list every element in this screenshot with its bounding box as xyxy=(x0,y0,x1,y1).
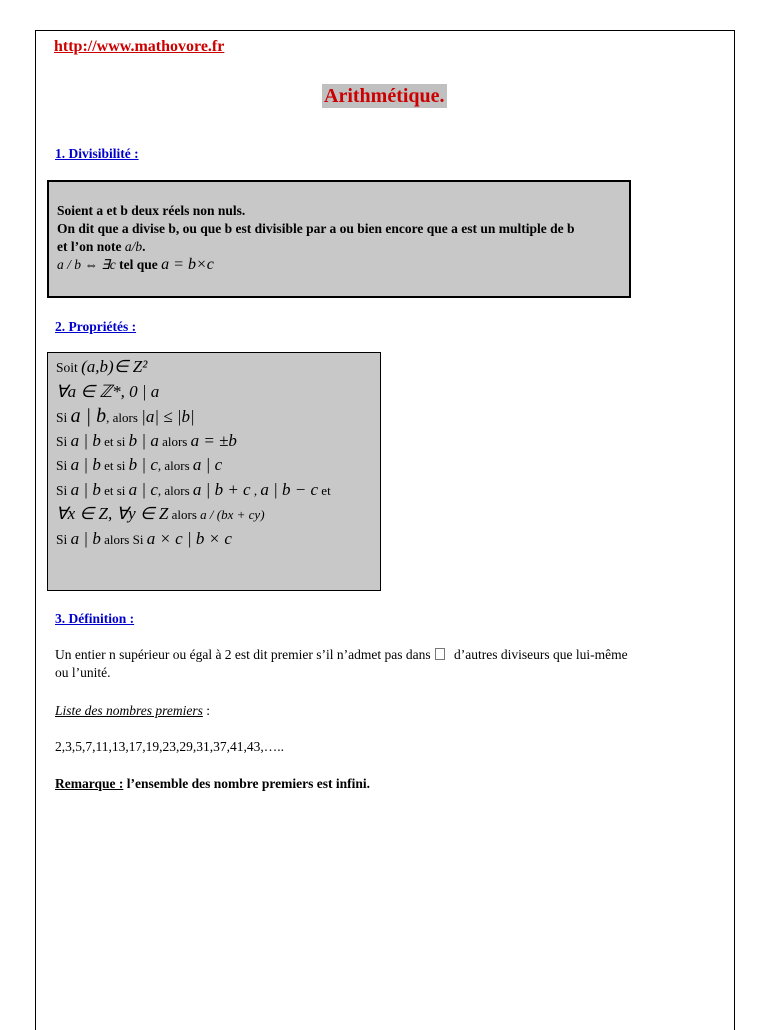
property-text: alors xyxy=(158,433,191,449)
properties-box xyxy=(47,352,381,591)
primes-list: 2,3,5,7,11,13,17,19,23,29,31,37,41,43,….. xyxy=(55,739,284,754)
prime-definition xyxy=(55,646,725,682)
definition-text: ou l’unité. xyxy=(55,665,111,680)
property-row xyxy=(56,502,372,527)
product-formula: a = b×c xyxy=(161,256,214,273)
property-formula: ∀x ∈ Z, ∀y ∈ Z xyxy=(56,504,169,523)
property-text: et si xyxy=(100,458,129,473)
property-formula: b | a xyxy=(128,430,159,450)
property-text: , alors xyxy=(157,458,193,473)
property-formula: a | b xyxy=(70,455,101,474)
property-formula: a | b + c xyxy=(192,479,251,499)
primes-list-label xyxy=(55,702,210,720)
missing-glyph-icon xyxy=(435,648,445,660)
definition-line-4 xyxy=(57,256,621,274)
definition-box xyxy=(47,180,631,298)
property-text: Si xyxy=(56,458,71,473)
definition-line-2: On dit que a divise b, ou que b est divisible par a ou bien encore que a est un multiple de b xyxy=(57,221,575,236)
notation-prefix: et l’on note xyxy=(57,239,125,254)
section-proprietes-heading: 2. Propriétés : xyxy=(55,319,137,334)
property-text: Si xyxy=(56,482,71,498)
definition-line-1: Soient a et b deux réels non nuls. xyxy=(57,203,246,218)
notation-suffix: . xyxy=(142,239,146,254)
property-text: , alors xyxy=(157,482,193,498)
property-formula: a | b − c xyxy=(260,479,319,499)
property-text: Si xyxy=(56,531,71,547)
property-formula: a | b xyxy=(70,528,101,548)
page-title: Arithmétique. xyxy=(324,85,445,107)
list-colon: : xyxy=(202,703,211,718)
definition-line-3 xyxy=(57,238,621,256)
property-text: et si xyxy=(100,482,129,498)
property-row xyxy=(56,355,372,380)
property-row xyxy=(56,404,372,429)
property-formula: b | c xyxy=(128,455,158,474)
property-text: alors xyxy=(168,507,201,522)
site-link[interactable]: http://www.mathovore.fr xyxy=(54,38,225,55)
property-row xyxy=(56,527,372,552)
section-divisibilite-heading: 1. Divisibilité : xyxy=(55,146,139,161)
property-text: et si xyxy=(100,433,129,449)
equivalence-formula: a / b ⇔ ∃c xyxy=(57,257,116,272)
property-formula: a × c | b × c xyxy=(146,528,232,548)
property-formula: (a,b)∈ Z² xyxy=(81,357,148,376)
list-label-text: Liste des nombres premiers xyxy=(55,703,203,718)
property-row xyxy=(56,478,372,503)
property-text: Soit xyxy=(56,360,82,375)
property-text: alors Si xyxy=(100,531,147,547)
property-formula: a / (bx + cy) xyxy=(200,507,265,522)
notation-symbol: a/b xyxy=(124,239,143,254)
remark xyxy=(55,775,370,793)
property-text: Si xyxy=(56,410,71,425)
property-text: Si xyxy=(56,433,71,449)
remark-text: l’ensemble des nombre premiers est infini. xyxy=(123,776,370,791)
property-row xyxy=(56,429,372,454)
property-text: , xyxy=(250,482,261,498)
property-formula: a = ±b xyxy=(190,430,237,450)
property-formula: a | c xyxy=(192,455,223,474)
section-definition-heading: 3. Définition : xyxy=(55,611,135,626)
remark-label: Remarque : xyxy=(55,776,124,791)
tel-que-text: tel que xyxy=(115,257,162,272)
property-formula: a | b xyxy=(70,479,101,499)
property-formula: |a| ≤ |b| xyxy=(141,407,195,426)
property-text: et xyxy=(318,482,331,498)
property-row xyxy=(56,453,372,478)
property-text: , alors xyxy=(106,410,142,425)
property-formula: a | b xyxy=(70,405,107,427)
property-row xyxy=(56,380,372,405)
property-formula: ∀a ∈ ℤ*, 0 | a xyxy=(56,381,160,401)
property-formula: a | c xyxy=(128,479,158,499)
property-formula: a | b xyxy=(70,430,101,450)
definition-text: d’autres diviseurs que lui-même xyxy=(450,647,628,662)
definition-text: Un entier n supérieur ou égal à 2 est dit premier s’il n’admet pas dans xyxy=(55,647,431,662)
